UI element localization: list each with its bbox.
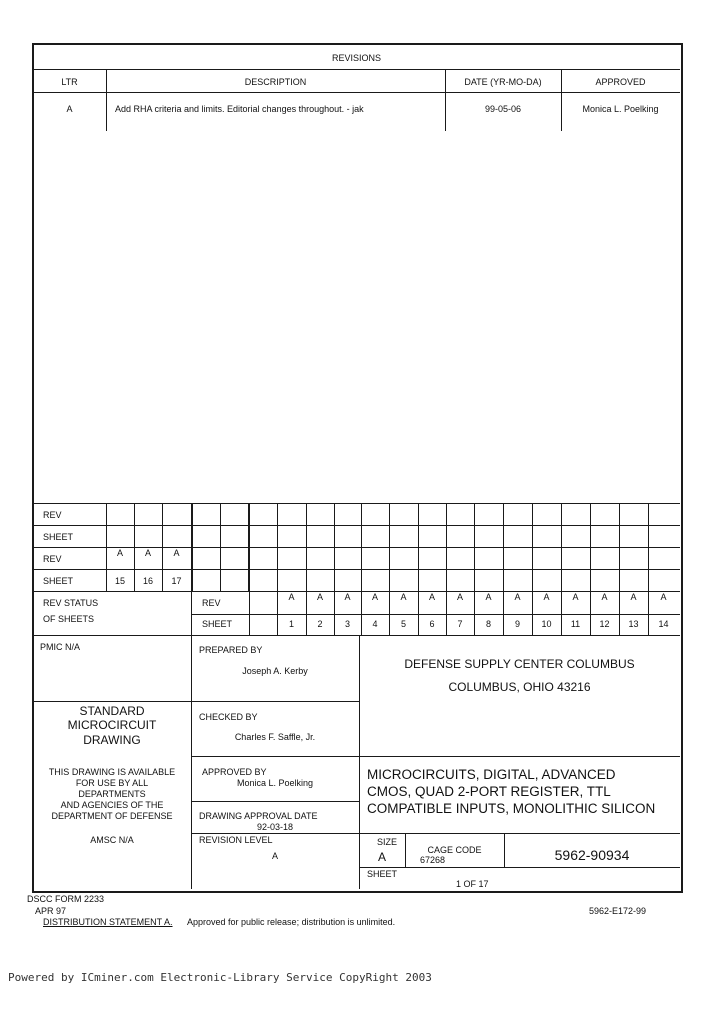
dscc-address: COLUMBUS, OHIO 43216: [448, 680, 591, 694]
rev-status-sheet: 9: [514, 619, 520, 629]
prepared-by-name: Joseph A. Kerby: [242, 666, 308, 676]
approval-date-label: DRAWING APPROVAL DATE: [199, 811, 318, 821]
rev-status-rev: A: [485, 592, 492, 602]
size-value: A: [377, 850, 386, 864]
drawing-title-line1: MICROCIRCUITS, DIGITAL, ADVANCED: [367, 767, 616, 782]
header-date: DATE (YR-MO-DA): [464, 77, 542, 87]
of-sheets-label: OF SHEETS: [43, 614, 95, 624]
rev-status-sheet: 2: [317, 619, 323, 629]
extra-rev-cell: A: [144, 548, 151, 558]
extra-rev-cell: A: [116, 548, 123, 558]
revisions-title: REVISIONS: [331, 53, 381, 63]
rev-status-rev: A: [288, 592, 295, 602]
revision-ltr: A: [66, 104, 73, 114]
extra-sheet-cell: 16: [142, 576, 153, 586]
form-code: 5962-E172-99: [589, 906, 647, 916]
standard-line3: DRAWING: [83, 733, 141, 747]
header-approved: APPROVED: [595, 77, 646, 87]
approved-by-name: Monica L. Poelking: [236, 778, 314, 788]
availability-line3: DEPARTMENTS: [78, 789, 146, 799]
extra-sheet-cell: 15: [114, 576, 125, 586]
distribution-label: DISTRIBUTION STATEMENT A.: [43, 917, 173, 927]
availability-line1: THIS DRAWING IS AVAILABLE: [48, 767, 176, 777]
header-description: DESCRIPTION: [244, 77, 307, 87]
form-date: APR 97: [35, 906, 67, 916]
rev-status-rev: A: [316, 592, 323, 602]
rev-status-rev-label: REV: [202, 598, 221, 608]
drawing-title-line2: CMOS, QUAD 2-PORT REGISTER, TTL: [367, 784, 611, 799]
sheet-label-2: SHEET: [43, 576, 74, 586]
extra-sheet-cell: 17: [171, 576, 182, 586]
sheet-label: SHEET: [367, 869, 398, 879]
rev-status-rev: A: [456, 592, 463, 602]
rev-status-rev: A: [428, 592, 435, 602]
rev-label-2: REV: [43, 554, 62, 564]
distribution-text: Approved for public release; distribution is unlimited.: [187, 917, 396, 927]
rev-status-sheet: 13: [628, 619, 639, 629]
amsc: AMSC N/A: [90, 835, 134, 845]
drawing-title-line3: COMPATIBLE INPUTS, MONOLITHIC SILICON: [367, 801, 656, 816]
rev-status-sheet-label: SHEET: [202, 619, 233, 629]
revision-level-value: A: [271, 851, 278, 861]
checked-by-label: CHECKED BY: [199, 712, 258, 722]
pmic: PMIC N/A: [40, 642, 81, 652]
revision-date: 99-05-06: [484, 104, 522, 114]
rev-status-sheet: 4: [372, 619, 378, 629]
dscc-name: DEFENSE SUPPLY CENTER COLUMBUS: [404, 657, 635, 671]
rev-status-sheet: 8: [485, 619, 491, 629]
rev-status-sheet: 5: [400, 619, 406, 629]
rev-status-rev: A: [400, 592, 407, 602]
standard-line2: MICROCIRCUIT: [67, 718, 157, 732]
rev-status-rev: A: [344, 592, 351, 602]
rev-status-sheet: 11: [570, 619, 581, 629]
rev-status-label: REV STATUS: [43, 598, 99, 608]
rev-status-sheet: 12: [599, 619, 610, 629]
standard-line1: STANDARD: [79, 704, 145, 718]
rev-status-sheet: 7: [457, 619, 463, 629]
availability-line2: FOR USE BY ALL: [75, 778, 149, 788]
extra-rev-cell: A: [173, 548, 180, 558]
rev-status-rev: A: [543, 592, 550, 602]
rev-status-sheet: 3: [344, 619, 350, 629]
rev-status-sheet: 14: [658, 619, 669, 629]
checked-by-name: Charles F. Saffle, Jr.: [234, 732, 316, 742]
approved-by-label: APPROVED BY: [202, 767, 267, 777]
availability-line4: AND AGENCIES OF THE: [60, 800, 164, 810]
rev-status-sheet: 1: [288, 619, 294, 629]
revision-description: Add RHA criteria and limits. Editorial changes throughout. - jak: [115, 104, 364, 114]
footer-copyright: Powered by ICminer.com Electronic-Library Service CopyRight 2003: [8, 971, 432, 984]
rev-status-rev: A: [514, 592, 521, 602]
header-ltr: LTR: [61, 77, 78, 87]
drawing-number: 5962-90934: [554, 847, 630, 863]
revision-approved: Monica L. Poelking: [582, 104, 659, 114]
approval-date-value: 92-03-18: [256, 822, 294, 832]
rev-label-1: REV: [43, 510, 62, 520]
rev-status-sheet: 6: [429, 619, 435, 629]
cage-code-label: CAGE CODE: [427, 845, 482, 855]
size-label: SIZE: [377, 837, 398, 847]
sheet-label-1: SHEET: [43, 532, 74, 542]
revision-level-label: REVISION LEVEL: [199, 835, 273, 845]
cage-code-value: 67268: [419, 855, 446, 865]
rev-status-rev: A: [572, 592, 579, 602]
rev-status-rev: A: [601, 592, 608, 602]
form-number: DSCC FORM 2233: [27, 894, 105, 904]
rev-status-rev: A: [660, 592, 667, 602]
rev-status-rev: A: [371, 592, 378, 602]
sheet-value: 1 OF 17: [456, 879, 489, 889]
availability-line5: DEPARTMENT OF DEFENSE: [51, 811, 173, 821]
prepared-by-label: PREPARED BY: [199, 645, 263, 655]
rev-status-rev: A: [630, 592, 637, 602]
rev-status-sheet: 10: [541, 619, 552, 629]
